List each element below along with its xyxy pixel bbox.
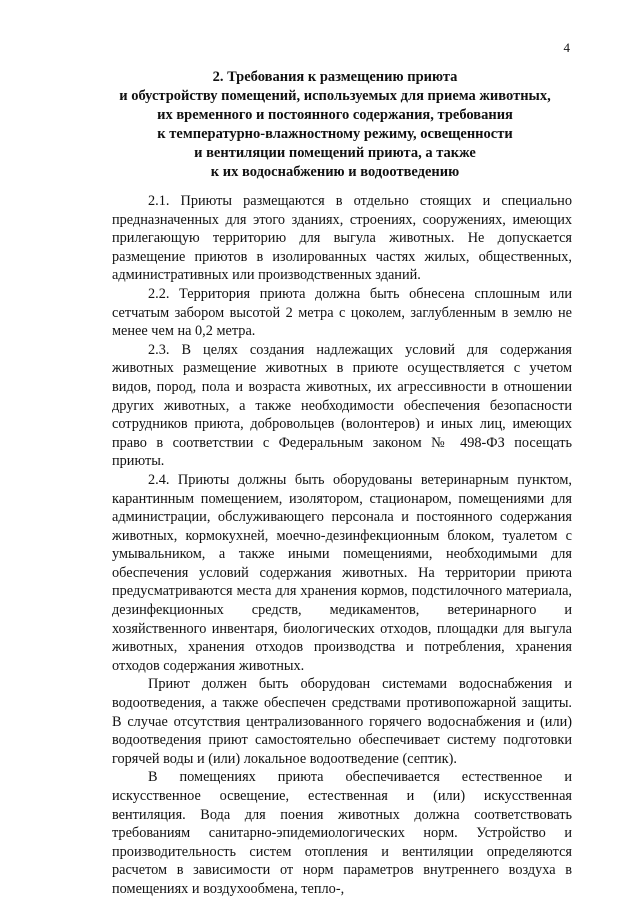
document-body — [112, 192, 572, 899]
paragraph-2-4: 2.4. Приюты должны быть оборудованы ветеринарным пунктом, карантинным помещением, изолятором, стационаром, помещениями для администрации, обслуживающего персонала и постоянного содержания животных, кормокухней, моечно-дезинфекционным блоком, туалетом с умывальником, а также иными помещениями, необходимыми для обеспечения условий содержания животных. На территории приюта предусматриваются места для хранения кормов, подстилочного материала, дезинфекционных средств, медикаментов, ветеринарного и хозяйственного инвентаря, биологических отходов, площадки для выгула животных, хранения отходов производства и потребления, хранения отходов содержания животных. — [112, 471, 572, 674]
paragraph-2-3: 2.3. В целях создания надлежащих условий для содержания животных размещение животных в приюте осуществляется с учетом видов, пород, пола и возраста животных, их агрессивности в отношении других животных, а также необходимости обеспечения безопасности сотрудников приюта, добровольцев (волонтеров) и иных лиц, имеющих право в соответствии с Федеральным законом № 498-ФЗ посещать приюты. — [112, 341, 572, 470]
section-title-line: их временного и постоянного содержания, требования — [157, 107, 513, 123]
section-title-line: к их водоснабжению и водоотведению — [210, 164, 460, 180]
page-number: 4 — [563, 40, 570, 55]
paragraph-2-1: 2.1. Приюты размещаются в отдельно стоящих и специально предназначенных для этого зданиях, строениях, сооружениях, имеющих прилегающую территорию для выгула животных. Не допускается размещение приютов в изолированных частях жилых, общественных, административных или производственных зданий. — [112, 193, 572, 284]
paragraph-lighting-ventilation: В помещениях приюта обеспечивается естественное и искусственное освещение, естественная и (или) искусственная вентиляция. Вода для поения животных должна соответствовать требованиям санитарно-эпидемиологических норм. Устройство и производительность систем отопления и вентиляции определяются расчетом в зависимости от норм параметров внутреннего воздуха в помещениях и воздухообмена, тепло-, — [112, 769, 572, 897]
section-title-line: и обустройству помещений, используемых для приема животных, — [119, 88, 551, 104]
section-title-line: 2. Требования к размещению приюта — [212, 69, 458, 85]
section-title-line: и вентиляции помещений приюта, а также — [194, 145, 476, 161]
section-title — [100, 68, 570, 182]
section-title-line: к температурно-влажностному режиму, освещенности — [157, 126, 513, 142]
paragraph-water-supply: Приют должен быть оборудован системами водоснабжения и водоотведения, а также обеспечен средствами противопожарной защиты. В случае отсутствия централизованного горячего водоснабжения и (или) водоотведения приют самостоятельно обеспечивает систему подготовки горячей воды и (или) локальное водоотведение (септик). — [112, 676, 572, 767]
paragraph-2-2: 2.2. Территория приюта должна быть обнесена сплошным или сетчатым забором высотой 2 метра с цоколем, заглубленным в землю не менее чем на 0,2 метра. — [112, 285, 572, 340]
